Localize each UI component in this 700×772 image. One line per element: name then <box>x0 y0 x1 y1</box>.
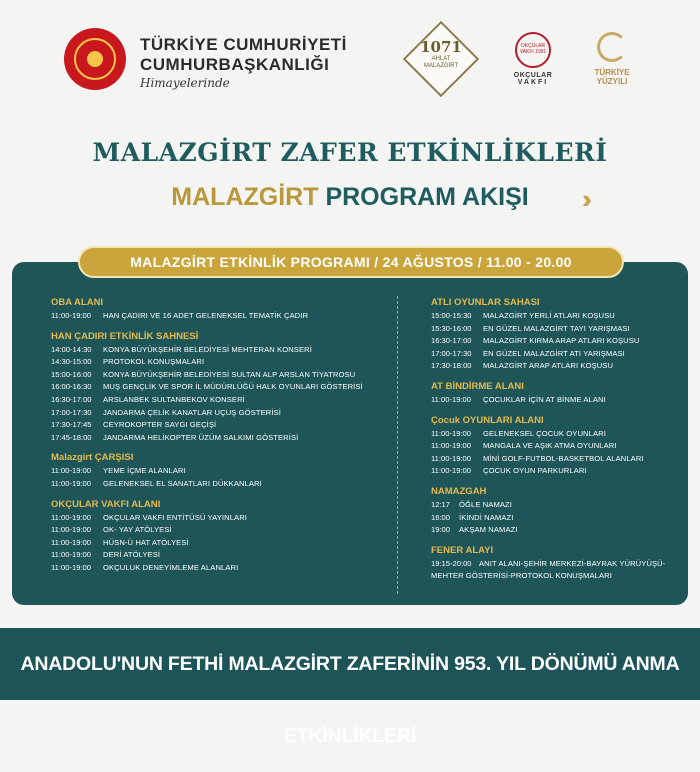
right-column <box>431 296 676 590</box>
presidential-seal-logo <box>64 28 126 90</box>
schedule-time: 11:00-19:00 <box>51 478 91 488</box>
turkiye-yuzyili-logo <box>582 32 642 86</box>
schedule-event: YEME İÇME ALANLARI <box>103 466 186 476</box>
schedule-row <box>431 335 676 348</box>
section-title: FENER ALAYI <box>431 544 494 556</box>
schedule-time: 15:30-16:00 <box>431 323 472 333</box>
schedule-event: ÇOCUKLAR İÇİN AT BİNME ALANI <box>483 394 606 404</box>
schedule-row <box>431 465 676 478</box>
schedule-event: MALAZGİRT KIRMA ARAP ATLARI KOŞUSU <box>483 336 640 346</box>
okcular-logo-line1: OKÇULAR <box>513 72 553 79</box>
schedule-time: 12:17 <box>431 499 451 509</box>
schedule-row <box>51 549 391 562</box>
sub-title <box>0 183 700 212</box>
section <box>51 330 391 445</box>
schedule-event: ARSLANBEK SULTANBEKOV KONSERİ <box>103 394 245 404</box>
section <box>431 296 676 373</box>
schedule-time: 11:00-19:00 <box>51 311 91 320</box>
schedule-time: 16:30-17:00 <box>431 336 472 346</box>
section <box>431 544 676 583</box>
main-title: MALAZGİRT ZAFER ETKİNLİKLERİ <box>92 138 608 167</box>
schedule-event: HÜSN-Ü HAT ATÖLYESİ <box>103 537 189 547</box>
schedule-row <box>431 499 676 512</box>
schedule-time: 11:00-19:00 <box>51 550 91 560</box>
section <box>431 380 676 407</box>
schedule-event: PROTOKOL KONUŞMALARI <box>103 357 205 367</box>
sub-title-gold: MALAZGİRT <box>171 183 319 211</box>
section-title: HAN ÇADIRI ETKİNLİK SAHNESİ <box>51 330 199 342</box>
section <box>431 414 676 478</box>
schedule-time: 17:30-17:45 <box>51 420 92 430</box>
schedule-event: KONYA BÜYÜKŞEHİR BELEDİYESİ MEHTERAN KONSERİ <box>103 344 312 354</box>
schedule-row <box>431 348 676 361</box>
schedule-event: ÖĞLE NAMAZI <box>459 499 512 509</box>
schedule-time: 19:15-20:00 <box>431 558 472 568</box>
schedule-event: ANIT ALANI-ŞEHİR MERKEZİ-BAYRAK YÜRÜYÜŞÜ-MEHTER GÖSTERİSİ-PROTOKOL KONUŞMALARI <box>431 558 666 581</box>
institution-line1: TÜRKİYE CUMHURİYETİ <box>140 35 347 54</box>
schedule-time: 14:30-15:00 <box>51 357 92 367</box>
schedule-time: 11:00-19:00 <box>431 394 471 404</box>
schedule-row <box>51 465 391 478</box>
column-divider <box>397 296 398 594</box>
schedule-event: CEYROKOPTER SAYGI GEÇİŞİ <box>103 420 217 430</box>
schedule-time: 11:00-19:00 <box>431 466 471 476</box>
patronage-text: Himayelerinde <box>140 76 230 90</box>
schedule-event: EN GÜZEL MALAZGİRT TAYI YARIŞMASI <box>483 323 630 333</box>
section <box>51 296 391 323</box>
section-title: NAMAZGAH <box>431 485 487 497</box>
schedule-event: JANDARMA ÇELİK KANATLAR UÇUŞ GÖSTERİSİ <box>103 407 281 417</box>
schedule-time: 15:00-15:30 <box>431 311 472 320</box>
schedule-time: 11:00-19:00 <box>51 466 91 476</box>
schedule-time: 17:30-18:00 <box>431 361 472 371</box>
crescent-icon <box>597 32 627 62</box>
schedule-row <box>51 369 391 382</box>
schedule-row <box>431 558 676 583</box>
schedule-time: 14:00-14:30 <box>51 344 92 354</box>
schedule-event: KONYA BÜYÜKŞEHİR BELEDİYESİ SULTAN ALP ARSLAN TİYATROSU <box>103 369 356 379</box>
schedule-row <box>431 453 676 466</box>
schedule-event: OKÇULAR VAKFI ENTİTÜSÜ YAYINLARI <box>103 512 247 522</box>
schedule-time: 17:00-17:30 <box>51 407 92 417</box>
program-banner: MALAZGİRT ETKİNLİK PROGRAMI / 24 AĞUSTOS / 11.00 - 20.00 <box>78 246 624 278</box>
schedule-event: GELENEKSEL ÇOCUK OYUNLARI <box>483 428 606 438</box>
institution-block <box>140 35 347 90</box>
schedule-row <box>431 323 676 336</box>
schedule-row <box>51 524 391 537</box>
schedule-event: MANGALA VE AŞIK ATMA OYUNLARI <box>483 441 617 451</box>
schedule-row <box>51 407 391 420</box>
schedule-time: 15:00-16:00 <box>51 369 92 379</box>
section-title: AT BİNDİRME ALANI <box>431 380 524 392</box>
schedule-row <box>431 310 676 323</box>
schedule-row <box>51 356 391 369</box>
schedule-time: 11:00-19:00 <box>431 441 471 451</box>
schedule-time: 19:00 <box>431 525 451 535</box>
okcular-ring-text: OKÇULAR VAKFI 1991 <box>519 43 547 55</box>
schedule-event: JANDARMA HELİKOPTER ÜZÜM SALKIMI GÖSTERİSİ <box>103 432 299 442</box>
sub-title-rest: PROGRAM AKIŞI <box>318 183 529 211</box>
schedule-event: DERİ ATÖLYESİ <box>103 550 161 560</box>
schedule-row <box>51 537 391 550</box>
schedule-row <box>431 524 676 537</box>
schedule-event: MALAZGİRT YERLİ ATLARI KOŞUSU <box>483 311 615 320</box>
schedule-row <box>431 360 676 373</box>
schedule-row <box>431 428 676 441</box>
schedule-row <box>51 381 391 394</box>
schedule-event: HAN ÇADIRI VE 16 ADET GELENEKSEL TEMATİK ÇADIR <box>103 311 309 320</box>
schedule-time: 11:00-19:00 <box>431 428 471 438</box>
schedule-event: OK- YAY ATÖLYESİ <box>103 525 172 535</box>
schedule-event: MUŞ GENÇLİK VE SPOR İL MÜDÜRLÜĞÜ HALK OYUNLARI GÖSTERİSİ <box>103 382 363 392</box>
okcular-ring-emblem <box>515 32 551 68</box>
section-title: Malazgirt ÇARŞISI <box>51 452 134 464</box>
schedule-time: 11:00-19:00 <box>51 525 91 535</box>
okcular-logo-line2: VAKFI <box>517 79 549 86</box>
schedule-time: 11:00-19:00 <box>51 537 91 547</box>
turkiye-logo-line1: TÜRKİYE <box>594 68 630 77</box>
schedule-event: AKŞAM NAMAZI <box>459 525 518 535</box>
schedule-row <box>51 394 391 407</box>
turkiye-logo-line2: YÜZYILI <box>596 77 628 86</box>
section-title: OBA ALANI <box>51 297 104 308</box>
schedule-row <box>51 419 391 432</box>
schedule-time: 16:00-16:30 <box>51 382 92 392</box>
schedule-row <box>51 344 391 357</box>
left-column <box>51 296 391 582</box>
schedule-time: 11:00-19:00 <box>51 512 91 522</box>
schedule-row <box>51 478 391 491</box>
schedule-event: GELENEKSEL EL SANATLARI DÜKKANLARI <box>103 478 262 488</box>
schedule-row <box>51 512 391 525</box>
schedule-event: MALAZGİRT ARAP ATLARI KOŞUSU <box>483 361 614 371</box>
section-title: ATLI OYUNLAR SAHASI <box>431 297 540 308</box>
schedule-event: EN GÜZEL MALAZGİRT ATI YARIŞMASI <box>483 348 625 358</box>
institution-line2: CUMHURBAŞKANLIĞI <box>140 55 330 74</box>
okcular-vakfi-logo <box>503 32 563 86</box>
section <box>431 485 676 537</box>
schedule-event: İKİNDİ NAMAZI <box>459 512 514 522</box>
section <box>51 451 391 490</box>
schedule-row <box>431 440 676 453</box>
chevron-arrows-icon: ››› <box>582 184 584 214</box>
schedule-row <box>51 310 391 323</box>
schedule-event: ÇOCUK OYUN PARKURLARI <box>483 466 587 476</box>
schedule-row <box>51 562 391 575</box>
schedule-event: MİNİ GOLF-FUTBOL-BASKETBOL ALANLARI <box>483 453 644 463</box>
schedule-row <box>431 394 676 407</box>
schedule-time: 16:30-17:00 <box>51 394 92 404</box>
ahlat-logo-name: AHLAT MALAZGİRT <box>423 56 459 69</box>
schedule-row <box>431 512 676 525</box>
section <box>51 498 391 575</box>
section-title: Çocuk OYUNLARI ALANI <box>431 414 544 426</box>
schedule-time: 17:45-18:00 <box>51 432 92 442</box>
schedule-row <box>51 432 391 445</box>
schedule-event: OKÇULUK DENEYİMLEME ALANLARI <box>103 562 239 572</box>
schedule-time: 11:00-19:00 <box>51 562 91 572</box>
footer-banner: ANADOLU'NUN FETHİ MALAZGİRT ZAFERİNİN 953. YIL DÖNÜMÜ ANMA ETKİNLİKLERİ <box>0 628 700 700</box>
section-title: OKÇULAR VAKFI ALANI <box>51 498 161 510</box>
schedule-time: 17:00-17:30 <box>431 348 472 358</box>
schedule-time: 16:00 <box>431 512 451 522</box>
schedule-time: 11:00-19:00 <box>431 453 471 463</box>
ahlat-logo-year: 1071 <box>420 38 462 56</box>
